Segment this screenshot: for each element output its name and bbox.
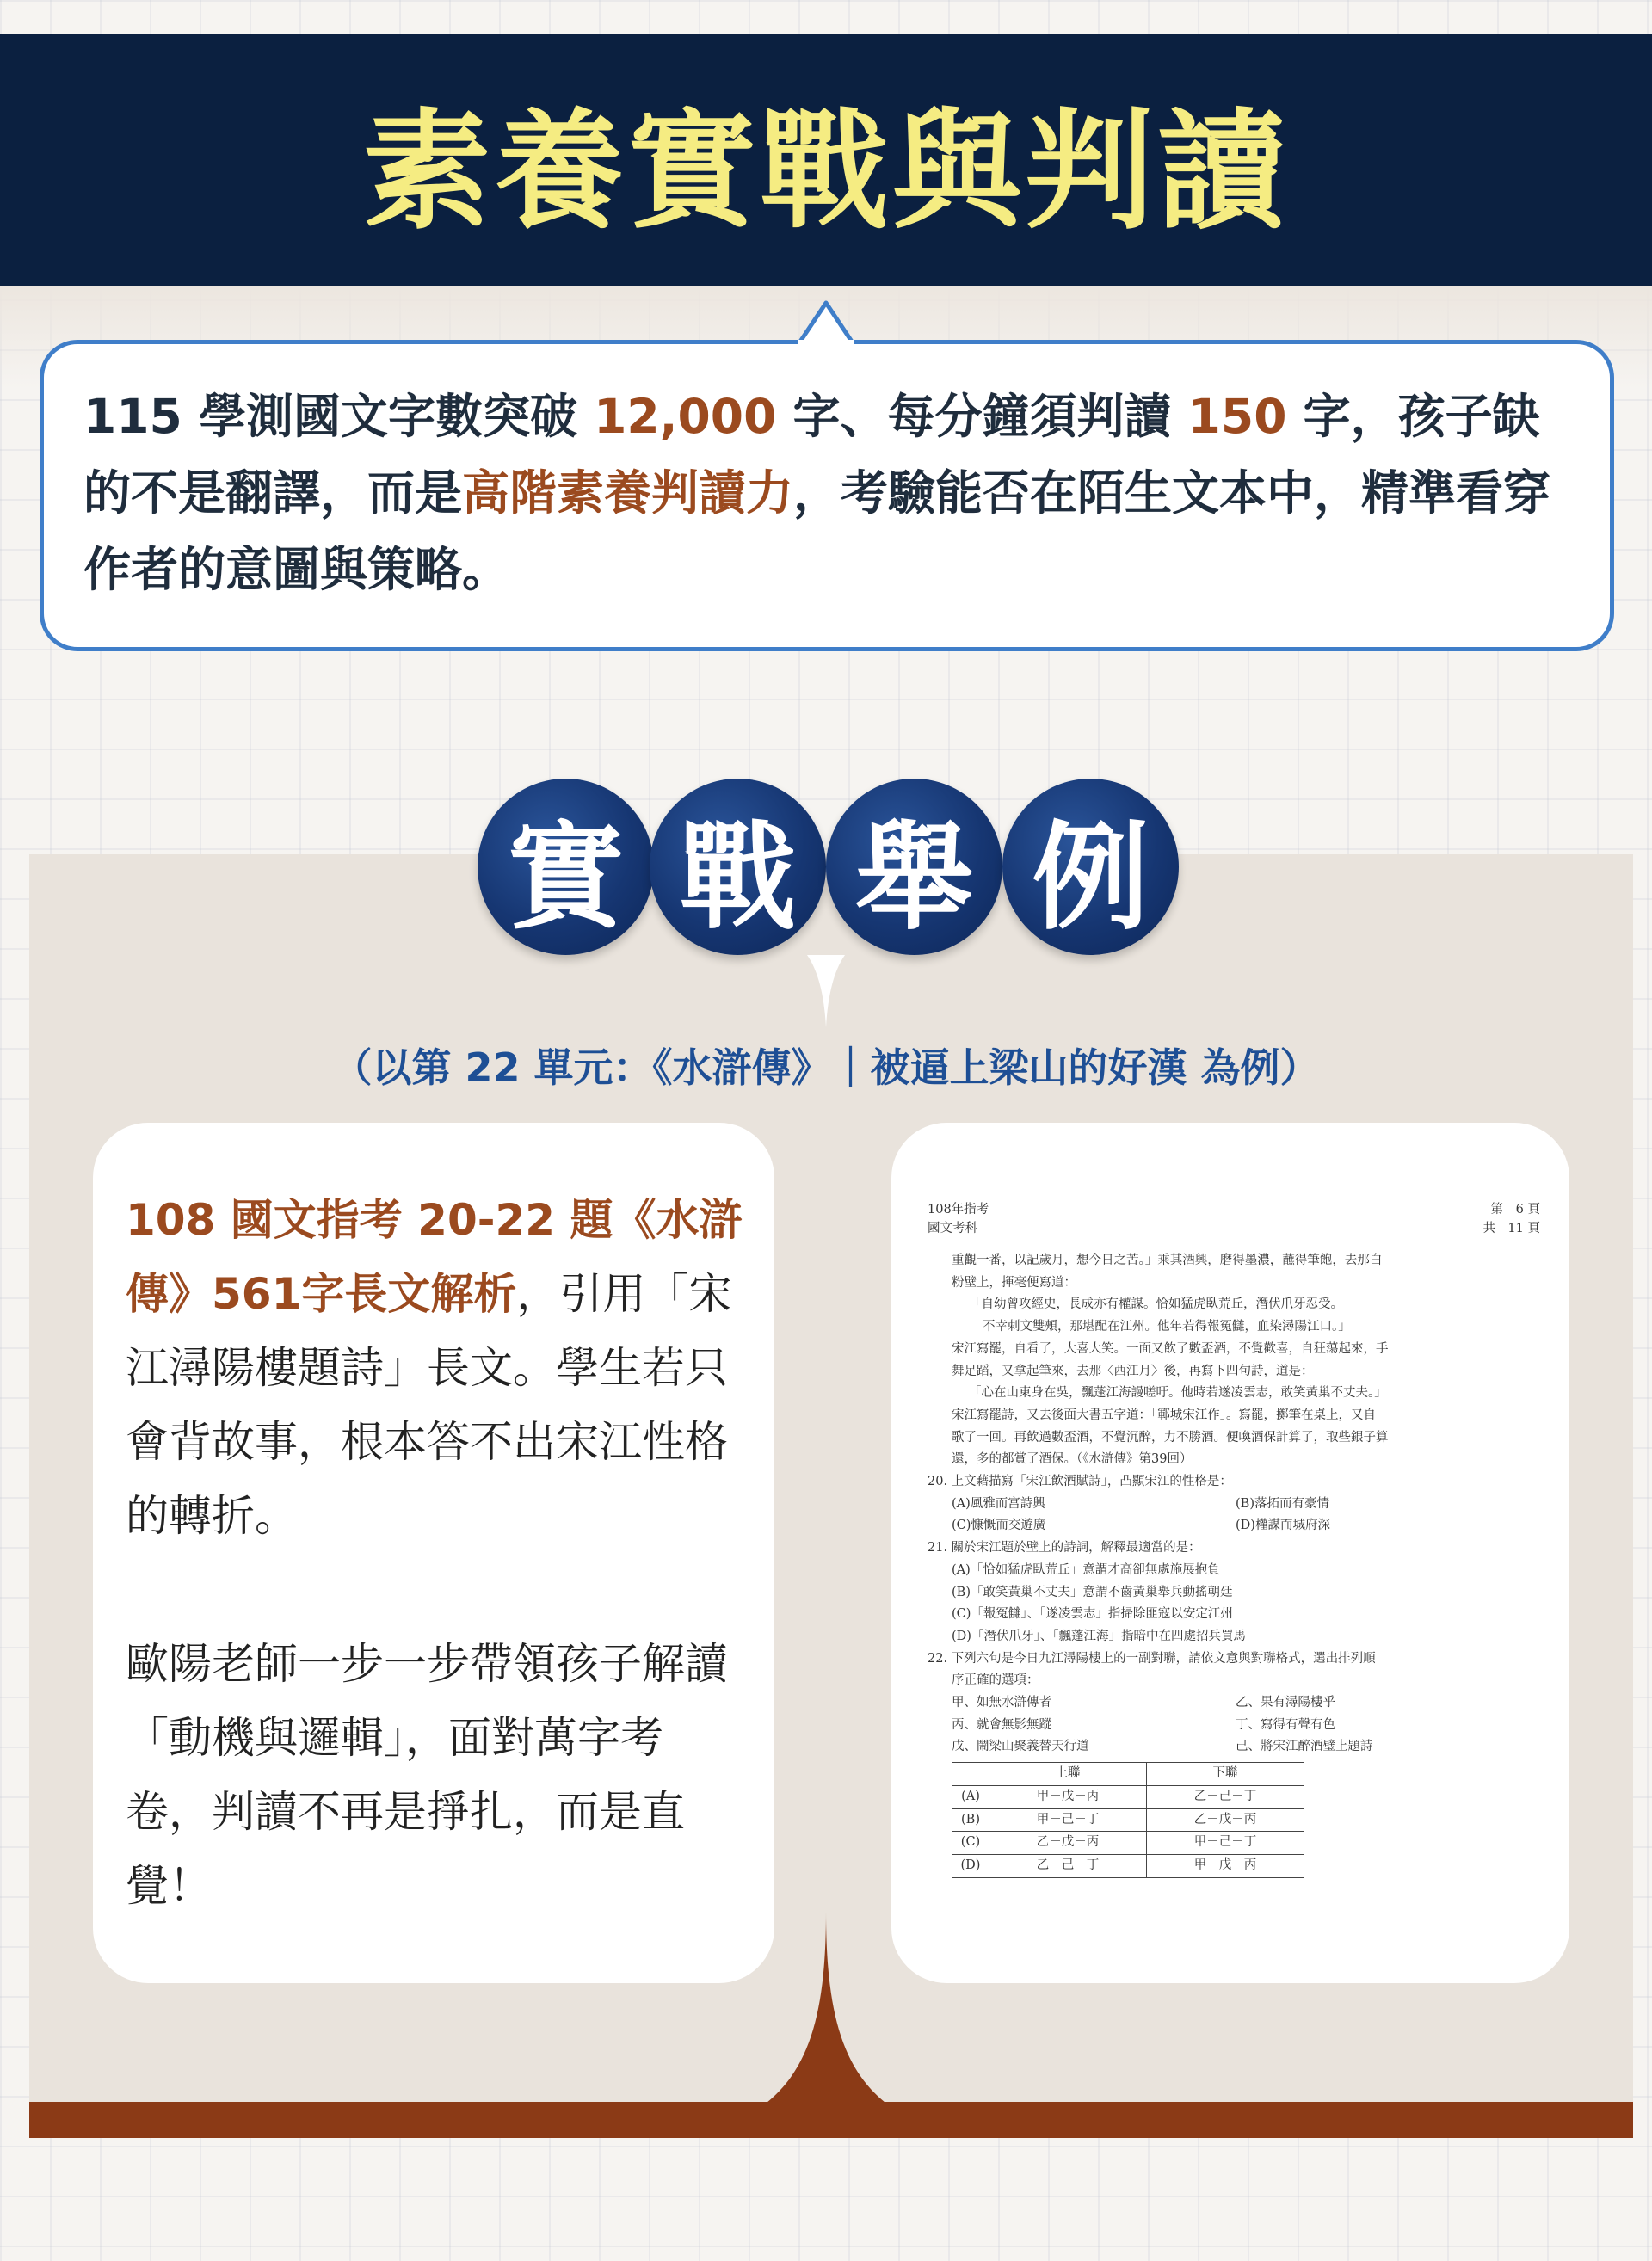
highlight-rate: 150 [1187, 389, 1287, 444]
bubble-pointer [798, 299, 854, 344]
q21-option: (B)「敢笑黃巢不丈夫」意謂不齒黃巢舉兵動搖朝廷 [952, 1585, 1233, 1599]
passage-line: 還，多的都賞了酒保。（《水滸傳》第39回） [952, 1452, 1193, 1467]
left-paragraph-2: 歐陽老師一步一步帶領孩子解讀「動機與邏輯」，面對萬字考卷，判讀不再是掙扎，而是直覺！ [126, 1639, 728, 1911]
section-circle-4: 例 [1002, 779, 1179, 955]
highlight-word-count: 12,000 [594, 389, 777, 444]
exam-page-no: 第 6 頁 [1490, 1203, 1540, 1217]
q20-option: (A)風雅而富詩興 [952, 1496, 1045, 1511]
question-22: 22. 下列六句是今日九江潯陽樓上的一副對聯，請依文意與對聯格式，選出排列順 [928, 1651, 1376, 1666]
left-paragraph-1: 108 國文指考 20-22 題《水滸傳》561字長文解析，引用「宋江潯陽樓題詩」長文。學生若只會背故事，根本答不出宋江性格的轉折。 [126, 1195, 743, 1541]
q20-option: (D)權謀而城府深 [1236, 1519, 1330, 1533]
table-row [952, 1785, 1304, 1808]
passage-line: 舞足蹈，又拿起筆來，去那〈西江月〉後，再寫下四句詩，道是： [952, 1364, 1314, 1378]
table-row [952, 1808, 1304, 1832]
table-header-cell: 上聯 [989, 1763, 1147, 1786]
passage-line: 宋江寫罷，自看了，大喜大笑。一面又飲了數盃酒，不覺歡喜，自狂蕩起來，手 [952, 1341, 1389, 1356]
circle-pointer [807, 955, 845, 1027]
passage-line: 「心在山東身在吳，飄蓬江海謾嗟吁。他時若遂凌雲志，敢笑黃巢不丈夫。」 [969, 1386, 1387, 1401]
intro-bubble [40, 340, 1614, 651]
table-cell: (A) [952, 1785, 989, 1808]
q22-lines-row [928, 1715, 1540, 1737]
exam-page-total: 共 11 頁 [1482, 1222, 1540, 1235]
q22-lines-row [928, 1736, 1540, 1759]
table-cell: 甲－己－丁 [1147, 1832, 1304, 1855]
table-cell: 乙－己－丁 [989, 1854, 1147, 1877]
passage-line: 粉壁上，揮毫便寫道： [952, 1275, 1076, 1290]
passage-line: 不幸刺文雙頰，那堪配在江州。他年若得報冤讎，血染潯陽江口。」 [983, 1320, 1351, 1334]
table-cell: 乙－己－丁 [1147, 1785, 1304, 1808]
table-cell: (C) [952, 1832, 989, 1855]
table-header-row [952, 1763, 1304, 1786]
q22-line: 己、將宋江醉酒璧上題詩 [1236, 1740, 1373, 1754]
q22-line: 乙、果有潯陽樓乎 [1236, 1696, 1335, 1710]
left-highlight: 108 國文指考 20-22 題《水滸傳》561字長文解析 [126, 1195, 743, 1319]
q20-option: (B)落拓而有豪情 [1236, 1496, 1329, 1511]
exam-year: 108年指考 [928, 1203, 989, 1217]
q20-options-row [928, 1515, 1540, 1537]
table-cell: 甲－己－丁 [989, 1808, 1147, 1832]
left-card-text [126, 1183, 745, 1923]
section-subtitle: （以第 22 單元：《水滸傳》｜被逼上梁山的好漢 為例） [332, 1044, 1320, 1091]
q20-option: (C)慷慨而交遊廣 [952, 1519, 1046, 1533]
q21-option: (D)「潛伏爪牙」、「飄蓬江海」指暗中在四處招兵買馬 [952, 1629, 1246, 1643]
table-row [952, 1854, 1304, 1877]
passage-line: 宋江寫罷詩，又去後面大書五字道：「鄆城宋江作」。寫罷，擲筆在桌上，又自 [952, 1408, 1376, 1422]
table-cell: 甲－戊－丙 [1147, 1854, 1304, 1877]
table-cell: (D) [952, 1854, 989, 1877]
table-row [952, 1832, 1304, 1855]
passage-line: 重觀一番，以記歲月，想今日之苦。」乘其酒興，磨得墨濃，蘸得筆飽，去那白 [952, 1254, 1383, 1267]
exam-header [928, 1200, 1540, 1238]
table-cell: 甲－戊－丙 [989, 1785, 1147, 1808]
section-circle-1: 實 [478, 779, 654, 955]
q20-options-row [928, 1494, 1540, 1516]
q22-lines-row [928, 1692, 1540, 1715]
question-22-cont: 序正確的選項： [952, 1673, 1039, 1688]
q21-option: (C)「報冤讎」、「遂凌雲志」指掃除匪寇以安定江州 [952, 1607, 1233, 1622]
q22-line: 戊、鬧梁山聚義替天行道 [952, 1740, 1089, 1754]
table-cell: 乙－戊－丙 [989, 1832, 1147, 1855]
passage-line: 歌了一回。再飲過數盃酒，不覺沉醉，力不勝酒。便喚酒保計算了，取些銀子算 [952, 1430, 1389, 1445]
passage-line: 「自幼曾攻經史，長成亦有權謀。恰如猛虎臥荒丘，潛伏爪牙忍受。 [969, 1297, 1343, 1312]
q22-line: 丙、就會無影無蹤 [952, 1717, 1051, 1732]
q22-answer-table [952, 1762, 1304, 1878]
q22-line: 丁、寫得有聲有色 [1236, 1717, 1335, 1732]
table-header-cell: 下聯 [1147, 1763, 1304, 1786]
book-spine [757, 1912, 895, 2110]
table-cell: 乙－戊－丙 [1147, 1808, 1304, 1832]
question-21: 21. 關於宋江題於壁上的詩詞，解釋最適當的是： [928, 1541, 1201, 1556]
q22-line: 甲、如無水滸傳者 [952, 1696, 1051, 1710]
table-cell: (B) [952, 1808, 989, 1832]
exam-subject: 國文考科 [928, 1222, 977, 1235]
question-20: 20. 上文藉描寫「宋江飲酒賦詩」，凸顯宋江的性格是： [928, 1475, 1232, 1489]
section-circle-2: 戰 [650, 779, 826, 955]
q21-option: (A)「恰如猛虎臥荒丘」意謂才高卻無處施展抱負 [952, 1562, 1220, 1577]
page-title: 素養實戰與判讀 [361, 95, 1290, 247]
exam-page [928, 1200, 1540, 1878]
intro-text: 115 學測國文字數突破 12,000 字、每分鐘須判讀 150 字，孩子缺的不是翻譯，而是高階素養判讀力，考驗能否在陌生文本中，精準看穿作者的意圖與策略。 [83, 389, 1551, 597]
section-circle-3: 舉 [826, 779, 1002, 955]
highlight-skill: 高階素養判讀力 [462, 465, 794, 521]
